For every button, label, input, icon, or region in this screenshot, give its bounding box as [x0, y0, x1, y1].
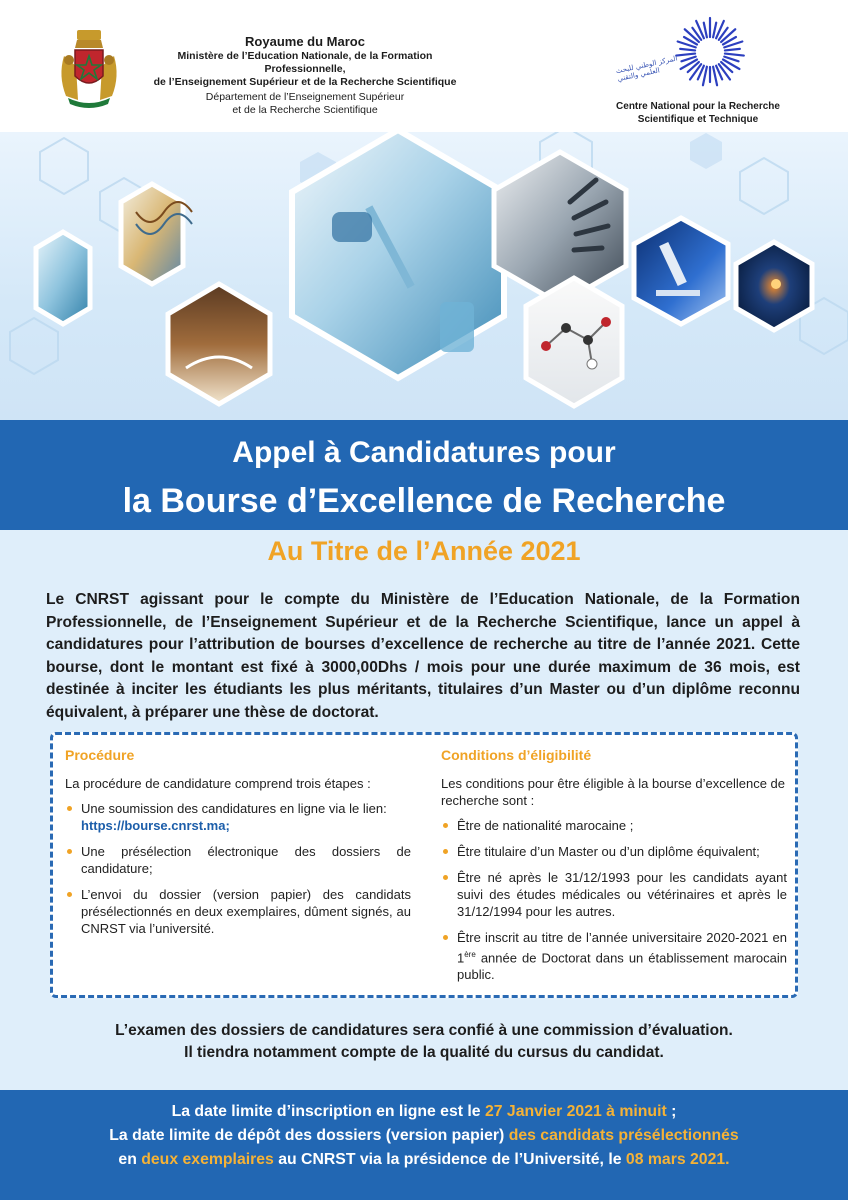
- review-note-line-1: L’examen des dossiers de candidatures sera confié à une commission d’évaluation.: [115, 1022, 733, 1039]
- deadline-footer: [0, 1090, 848, 1200]
- eligibility-list: [441, 817, 787, 983]
- deadline-text: ;: [666, 1103, 677, 1120]
- ministry-block: [140, 34, 470, 117]
- cnrst-name: [600, 100, 796, 126]
- page-subtitle: Au Titre de l’Année 2021: [267, 536, 581, 566]
- eligibility-condition: Être titulaire d’un Master ou d’un diplôme équivalent;: [441, 843, 787, 860]
- page-title-line-2: la Bourse d’Excellence de Recherche: [122, 482, 726, 520]
- deadline-highlight: 08 mars 2021.: [625, 1151, 730, 1168]
- intro-paragraph: Le CNRST agissant pour le compte du Ministère de l’Education Nationale, de la Formation Professionnelle, de l’Enseignement Supérieur et de la Recherche Scientifique, lance un appel à candidatures pour l’attribution de bourses d’excellence de recherche au titre de l’année 2021. Cette bourse, dont le montant est fixé à 3000,00Dhs / mois pour une durée maximum de 36 mois, est destinée à inciter les étudiants les plus méritants, titulaires d’un Master ou d’un diplôme reconnu équivalent, à préparer une thèse de doctorat.: [46, 591, 800, 721]
- review-note: [0, 1020, 848, 1064]
- condition-text-a: Être inscrit au titre de l’année universitaire 2020-2021 en 1: [457, 930, 787, 966]
- ministry-name-line-1: Ministère de l’Education Nationale, de la Formation Professionnelle,: [177, 50, 433, 75]
- bourse-link[interactable]: https://bourse.cnrst.ma;: [81, 818, 230, 833]
- procedure-list: [65, 800, 411, 937]
- eligibility-condition: Être de nationalité marocaine ;: [441, 817, 787, 834]
- deadline-text: au CNRST via la présidence de l’Université, le: [273, 1151, 626, 1168]
- page-header: [0, 0, 848, 132]
- eligibility-lead: Les conditions pour être éligible à la bourse d’excellence de recherche sont :: [441, 776, 785, 808]
- cnrst-arabic-name: المركز الوطني للبحث العلمي والتقني: [615, 54, 679, 84]
- eligibility-condition: Être né après le 31/12/1993 pour les candidats ayant suivi des études médicales ou vétérinaires et après le 31/12/1994 pour les autres.: [441, 869, 787, 920]
- procedure-step: L’envoi du dossier (version papier) des candidats présélectionnés en deux exemplaires, dûment signés, au CNRST via l’université.: [65, 886, 411, 937]
- procedure-step-text: Une soumission des candidatures en ligne via le lien:: [81, 801, 387, 816]
- cnrst-name-line-2: Scientifique et Technique: [637, 114, 759, 125]
- hexagon-background-pattern: [0, 132, 848, 420]
- ministry-name-line-2: de l’Enseignement Supérieur et de la Recherche Scientifique: [153, 76, 457, 88]
- eligibility-condition: [441, 929, 787, 983]
- department-name-line-2: et de la Recherche Scientifique: [232, 104, 378, 116]
- info-box: [50, 732, 798, 998]
- deadline-line-1: [0, 1100, 848, 1124]
- condition-text-b: année de Doctorat dans un établissement marocain public.: [457, 950, 787, 983]
- procedure-step: [65, 800, 411, 834]
- title-band: [0, 420, 848, 530]
- procedure-lead: La procédure de candidature comprend trois étapes :: [65, 776, 371, 791]
- science-hexagon-banner: [0, 132, 848, 420]
- page-title-line-1: Appel à Candidatures pour: [232, 436, 616, 469]
- moroccan-coat-of-arms-logo: [48, 26, 130, 110]
- eligibility-heading: Conditions d’éligibilité: [441, 747, 592, 763]
- procedure-heading: Procédure: [65, 747, 135, 763]
- kingdom-name: Royaume du Maroc: [245, 34, 365, 49]
- deadline-text: La date limite d’inscription en ligne est le: [171, 1103, 485, 1120]
- review-note-line-2: Il tiendra notamment compte de la qualité du cursus du candidat.: [184, 1044, 664, 1061]
- deadline-highlight: des candidats présélectionnés: [508, 1127, 739, 1144]
- procedure-step: Une présélection électronique des dossiers de candidature;: [65, 843, 411, 877]
- cnrst-name-line-1: Centre National pour la Recherche: [616, 101, 780, 112]
- deadline-highlight: deux exemplaires: [141, 1151, 274, 1168]
- deadline-line-3: [0, 1148, 848, 1172]
- deadline-highlight: 27 Janvier 2021 à minuit: [484, 1103, 667, 1120]
- department-name-line-1: Département de l’Enseignement Supérieur: [205, 91, 405, 103]
- eligibility-section: [441, 747, 787, 992]
- deadline-text: en: [118, 1151, 142, 1168]
- cnrst-sunburst-logo: [636, 12, 756, 102]
- condition-superscript: ère: [464, 950, 476, 959]
- procedure-section: [65, 747, 411, 946]
- deadline-line-2: [0, 1124, 848, 1148]
- deadline-text: La date limite de dépôt des dossiers (version papier): [109, 1127, 509, 1144]
